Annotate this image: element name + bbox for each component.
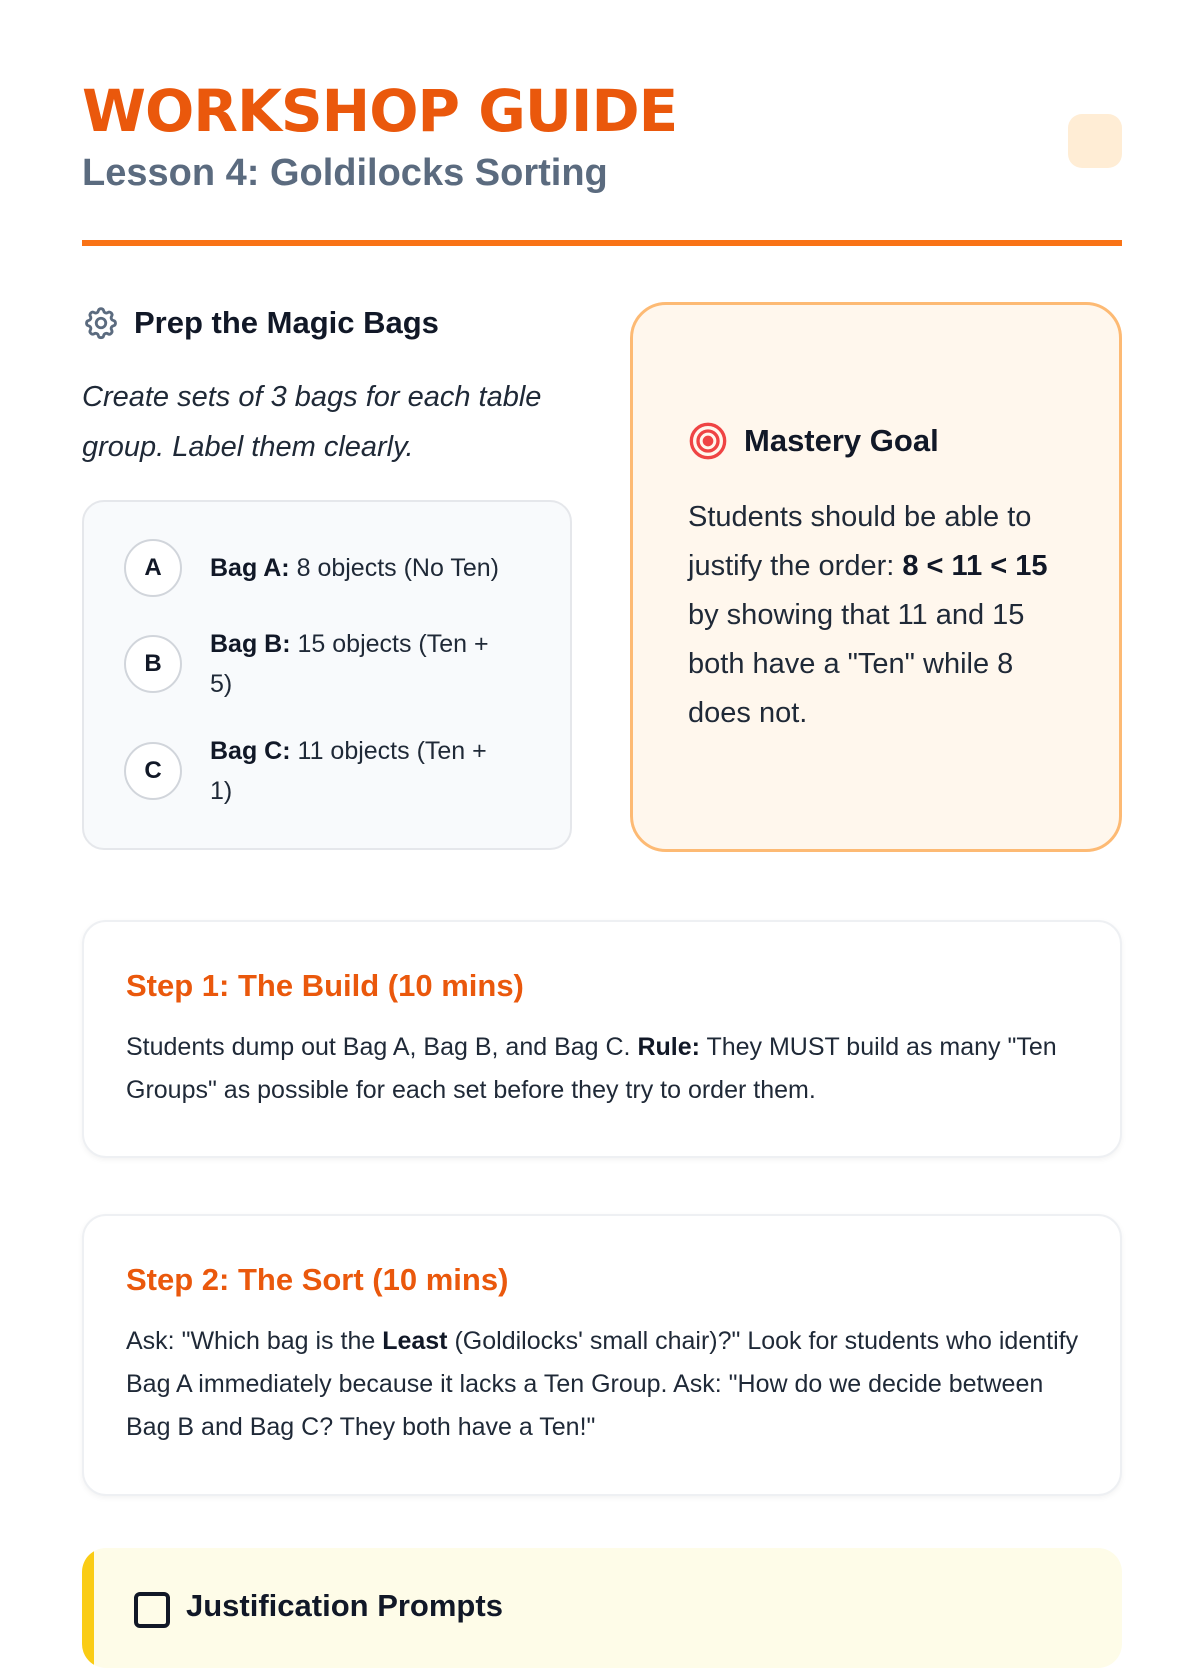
prep-heading [82, 302, 439, 344]
mastery-goal-card [630, 302, 1122, 852]
note-title: Justification Prompts [186, 1588, 503, 1623]
bag-description [210, 624, 510, 704]
goal-text-end: by showing that 11 and 15 both have a "Ten" while 8 does not. [688, 599, 1025, 729]
bag-letter-badge: B [124, 635, 182, 693]
goal-text [688, 493, 1073, 738]
step-body-start: Ask: "Which bag is the [126, 1327, 383, 1355]
justification-card [82, 1548, 1122, 1668]
step-body-bold: Rule: [637, 1033, 700, 1061]
bag-detail: 11 objects (Ten + 1) [210, 737, 487, 805]
workshop-guide-page [82, 0, 1122, 1623]
lesson-subtitle: Lesson 4: Goldilocks Sorting [82, 152, 608, 194]
header-badge [1068, 114, 1122, 168]
step-body-end: They MUST build as many "Ten Groups" as possible for each set before they try to order them. [126, 1033, 1057, 1104]
goal-heading-label: Mastery Goal [744, 423, 939, 458]
bag-name: Bag A: [210, 554, 290, 582]
page-title: WORKSHOP GUIDE [82, 77, 678, 145]
list-item-bag-b [124, 624, 510, 704]
step-body [126, 1320, 1086, 1449]
step-title: Step 2: The Sort (10 mins) [126, 1262, 509, 1297]
step-body-end: (Goldilocks' small chair)?" Look for students who identify Bag A immediately because it lacks a Ten Group. Ask: "How do we decide between Bag B and Bag C? They both have a Ten!" [126, 1327, 1079, 1441]
step-body [126, 1026, 1086, 1112]
step-card-build [82, 920, 1122, 1158]
prep-description: Create sets of 3 bags for each table group. Label them clearly. [82, 381, 542, 463]
bag-detail: 15 objects (Ten + 5) [210, 630, 489, 698]
bag-list [82, 500, 572, 850]
prep-heading-label: Prep the Magic Bags [134, 305, 439, 340]
bag-name: Bag B: [210, 630, 291, 658]
goal-text-start: Students should be able to justify the order: [688, 501, 1032, 582]
bag-letter-badge: C [124, 742, 182, 800]
goal-order: 8 < 11 < 15 [902, 550, 1048, 582]
bag-letter-badge: A [124, 539, 182, 597]
gear-icon [82, 304, 120, 342]
list-item-bag-a [124, 539, 530, 597]
step-body-bold: Least [382, 1327, 448, 1355]
note-accent-bar [82, 1548, 94, 1668]
bag-name: Bag C: [210, 737, 291, 765]
bag-description [210, 731, 510, 811]
goal-heading [688, 421, 939, 461]
bag-description [210, 548, 530, 588]
header-divider [82, 240, 1122, 246]
list-item-bag-c [124, 731, 510, 811]
step-title: Step 1: The Build (10 mins) [126, 968, 524, 1003]
bag-detail: 8 objects (No Ten) [296, 554, 500, 582]
step-body-start: Students dump out Bag A, Bag B, and Bag C. [126, 1033, 638, 1061]
clipboard-icon [134, 1592, 170, 1628]
target-icon [688, 421, 728, 461]
step-card-sort [82, 1214, 1122, 1496]
